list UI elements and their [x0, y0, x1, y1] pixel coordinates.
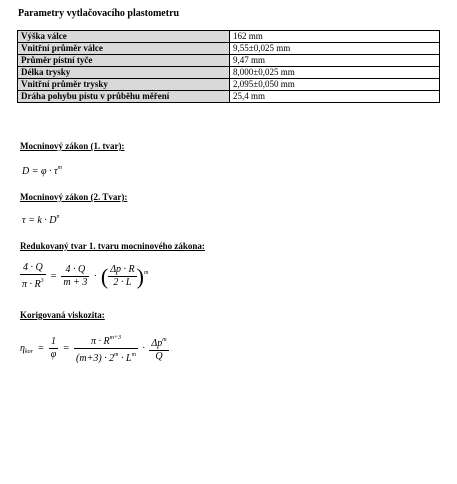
power-law-2-heading: Mocninový zákon (2. Tvar): [20, 192, 128, 202]
parameter-value: 25,4 mm [230, 91, 440, 103]
parameter-value: 162 mm [230, 31, 440, 43]
power-law-1-heading: Mocninový zákon (1. tvar): [20, 141, 125, 151]
parameter-value: 8,000±0,025 mm [230, 67, 440, 79]
parameter-label: Vnitřní průměr válce [18, 43, 230, 55]
table-row [18, 67, 440, 79]
reduced-form-heading: Redukovaný tvar 1. tvaru mocninového zákona: [20, 241, 205, 251]
table-row [18, 31, 440, 43]
table-row [18, 55, 440, 67]
parameters-table [17, 30, 440, 103]
power-law-1-formula: $D = \varphi \cdot \tau^m$ [22, 165, 62, 177]
table-row [18, 43, 440, 55]
parameter-value: 9,47 mm [230, 55, 440, 67]
corrected-viscosity-formula: $\eta_{kor}$ = $\frac{1}{\varphi}$ = $\frac{\pi \cdot R^{m+3}}{(m+3) \cdot 2^m \cdot L^m}$ · $\frac{\Delta p^m}{Q}$ [20, 332, 169, 365]
table-row [18, 91, 440, 103]
table-row [18, 79, 440, 91]
parameter-label: Průměr pístní tyče [18, 55, 230, 67]
power-law-2-formula: $\tau = k \cdot D^n$ [22, 214, 60, 226]
parameter-label: Dráha pohybu pístu v průběhu měření [18, 91, 230, 103]
parameter-label: Vnitřní průměr trysky [18, 79, 230, 91]
reduced-form-formula: $\frac{4 \cdot Q}{\pi \cdot R^3}$ = $\frac{4 \cdot Q}{m + 3}$ · ( $\frac{\Delta p \cdot R}{2 \cdot L}$ )$^m$ [22, 262, 149, 290]
document-title: Parametry vytlačovacího plastometru [18, 8, 180, 19]
parameter-value: 9,55±0,025 mm [230, 43, 440, 55]
parameter-value: 2,095±0,050 mm [230, 79, 440, 91]
parameter-label: Délka trysky [18, 67, 230, 79]
corrected-viscosity-heading: Korigovaná viskozita: [20, 310, 105, 320]
parameter-label: Výška válce [18, 31, 230, 43]
